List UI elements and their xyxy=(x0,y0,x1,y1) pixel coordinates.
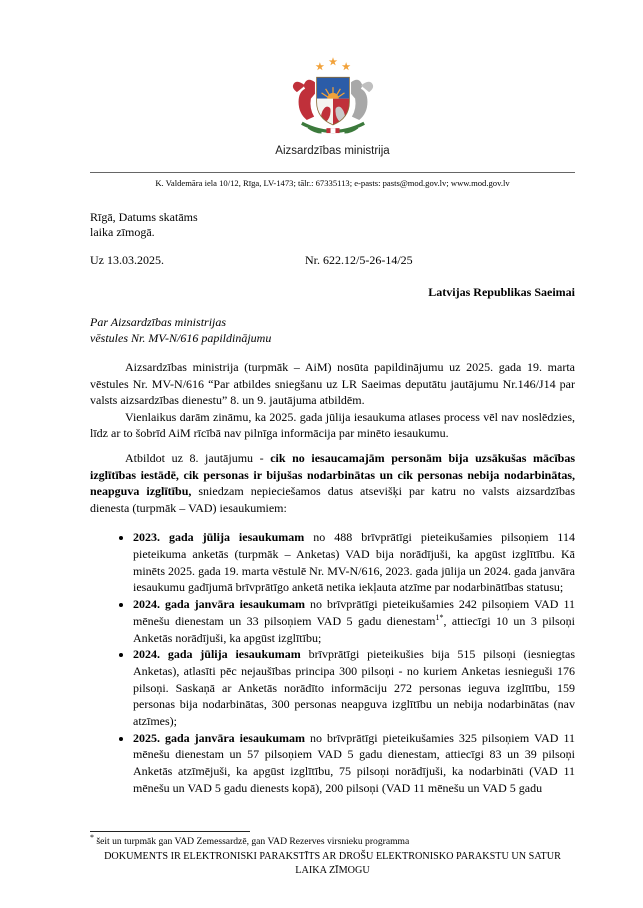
subject-line-2: vēstules Nr. MV-N/616 papildinājumu xyxy=(90,331,272,345)
place-line-1: Rīgā, Datums skatāms xyxy=(90,210,198,224)
list-item-text: , attiecīgi 10 un 3 pilsoņi Anketās norādījuši, ka apgūst izglītību; xyxy=(133,613,575,645)
list-item-lead: 2024. gada jūlija iesaukumam xyxy=(133,647,301,662)
place-and-date xyxy=(90,210,575,240)
footnote xyxy=(90,832,575,848)
list-item-text: brīvprātīgi pieteikušies bija 515 pilsoņi (iesniegtas Anketas), atlasīti pēc nejaušības principa 300 pilsoņi - no kuriem Anketas iesnieguši 176 pilsoņi. Saskaņā ar Anketās norādīto informāciju 272 personas ieguva izglītību, 159 personas bija nodarbinātas, 300 personas neapguva izglītību un nebija nodarbinātas (nav atzīmes); xyxy=(133,647,575,729)
reply-reference: Uz 13.03.2025. xyxy=(90,253,164,267)
letter-meta xyxy=(90,210,575,300)
list-item-text: no brīvprātīgi pieteikušamies 325 pilsoņiem VAD 11 mēnešu dienestam un 57 pilsoņiem VAD 5 gadu dienestam, attiecīgi 83 un 39 pilsoņi Anketās atzīmējuši, ka apgūst izglītību, 75 pilsoņi norādījuši, ka nodarbināti (VAD 11 mēnešu un VAD 5 gadu dienests kopā), 200 pilsoņi (VAD 11 mēnešu un VAD 5 gadu xyxy=(133,730,575,795)
footnote-marker: * xyxy=(90,832,94,842)
paragraph-2: Vienlaikus darām zināmu, ka 2025. gada jūlija iesaukuma atlases process vēl nav noslēdzies, līdz ar to šobrīd AiM rīcībā nav pilnīga informācija par minēto iesaukumu. xyxy=(90,409,575,441)
list-item-text: no brīvprātīgi pieteikušamies 242 pilsoņiem VAD 11 mēnešu dienestam un 33 pilsoņiem VAD 5 gadu dienestam xyxy=(133,597,575,628)
header-divider xyxy=(90,172,575,173)
list-item-2025-january xyxy=(133,730,575,797)
paragraph-3-tail: sniedzam nepieciešamos datus atsevišķi par katru no valsts aizsardzības dienesta (turpmāk – VAD) iesaukumiem: xyxy=(90,484,576,515)
latvia-coat-of-arms-icon xyxy=(283,56,383,142)
letter-body xyxy=(90,359,575,797)
paragraph-3 xyxy=(90,450,575,516)
paragraph-3-bold: cik no iesaucamajām personām bija uzsākušas mācības izglītības iestādē, cik personas ir bijušas nodarbinātas un cik personas nebija nodarbinātas, neapguva izglītību, xyxy=(90,450,576,499)
signature-line-2: LAIKA ZĪMOGU xyxy=(295,865,370,876)
ministry-name: Aizsardzības ministrija xyxy=(275,145,390,157)
addressee: Latvijas Republikas Saeimai xyxy=(428,285,575,299)
document-number: Nr. 622.12/5-26-14/25 xyxy=(305,253,413,267)
paragraph-1: Aizsardzības ministrija (turpmāk – AiM) nosūta papildinājumu uz 2025. gada 19. marta vēstules Nr. MV-N/616 “Par atbildes sniegšanu uz LR Saeimas deputātu jautājumu Nr.146/J14 par valsts aizsardzības dienestu” 8. un 9. jautājuma atbildēm. xyxy=(90,360,575,408)
signature-line-1: DOKUMENTS IR ELEKTRONISKI PARAKSTĪTS AR DROŠU ELEKTRONISKO PARAKSTU UN SATUR xyxy=(104,851,561,862)
electronic-signature-note xyxy=(90,850,575,878)
page-footer xyxy=(90,831,575,878)
place-line-2: laika zīmogā. xyxy=(90,225,155,239)
list-item-text: no 488 brīvprātīgi pieteikušamies pilsoņiem 114 pieteikuma anketās (turpmāk – Anketas) VAD bija norādījuši, ka apgūst izglītību. Kā minēts 2025. gada 19. marta vēstulē Nr. MV-N/616, 2023. gada jūlija un 2024. gada janvāra iesaukumu gadījumā brīvprātīgo anketā netika iekļauta atzīme par nodarbinātības statusu; xyxy=(133,530,575,595)
footnote-text: šeit un turpmāk gan VAD Zemessardzē, gan VAD Rezerves virsnieku programma xyxy=(94,836,410,847)
letterhead xyxy=(90,0,575,188)
reference-row xyxy=(90,253,575,268)
list-item-2024-july xyxy=(133,646,575,730)
list-item-lead: 2025. gada janvāra iesaukumam xyxy=(133,730,305,745)
paragraph-3-lead: Atbildot uz 8. jautājumu - xyxy=(125,450,271,465)
list-item-lead: 2024. gada janvāra iesaukumam xyxy=(133,597,305,612)
contact-line: K. Valdemāra iela 10/12, Rīga, LV-1473; tālr.: 67335113; e-pasts: pasts@mod.gov.lv; www.mod.gov.lv xyxy=(155,178,510,188)
intake-list xyxy=(90,529,575,796)
subject-block xyxy=(90,314,575,346)
subject-line-1: Par Aizsardzības ministrijas xyxy=(90,315,227,329)
list-item-lead: 2023. gada jūlija iesaukumam xyxy=(133,530,305,545)
list-item-2023-july xyxy=(133,529,575,596)
list-item-2024-january xyxy=(133,596,575,646)
footnote-separator xyxy=(90,831,250,832)
footnote-reference: 1* xyxy=(435,612,444,622)
